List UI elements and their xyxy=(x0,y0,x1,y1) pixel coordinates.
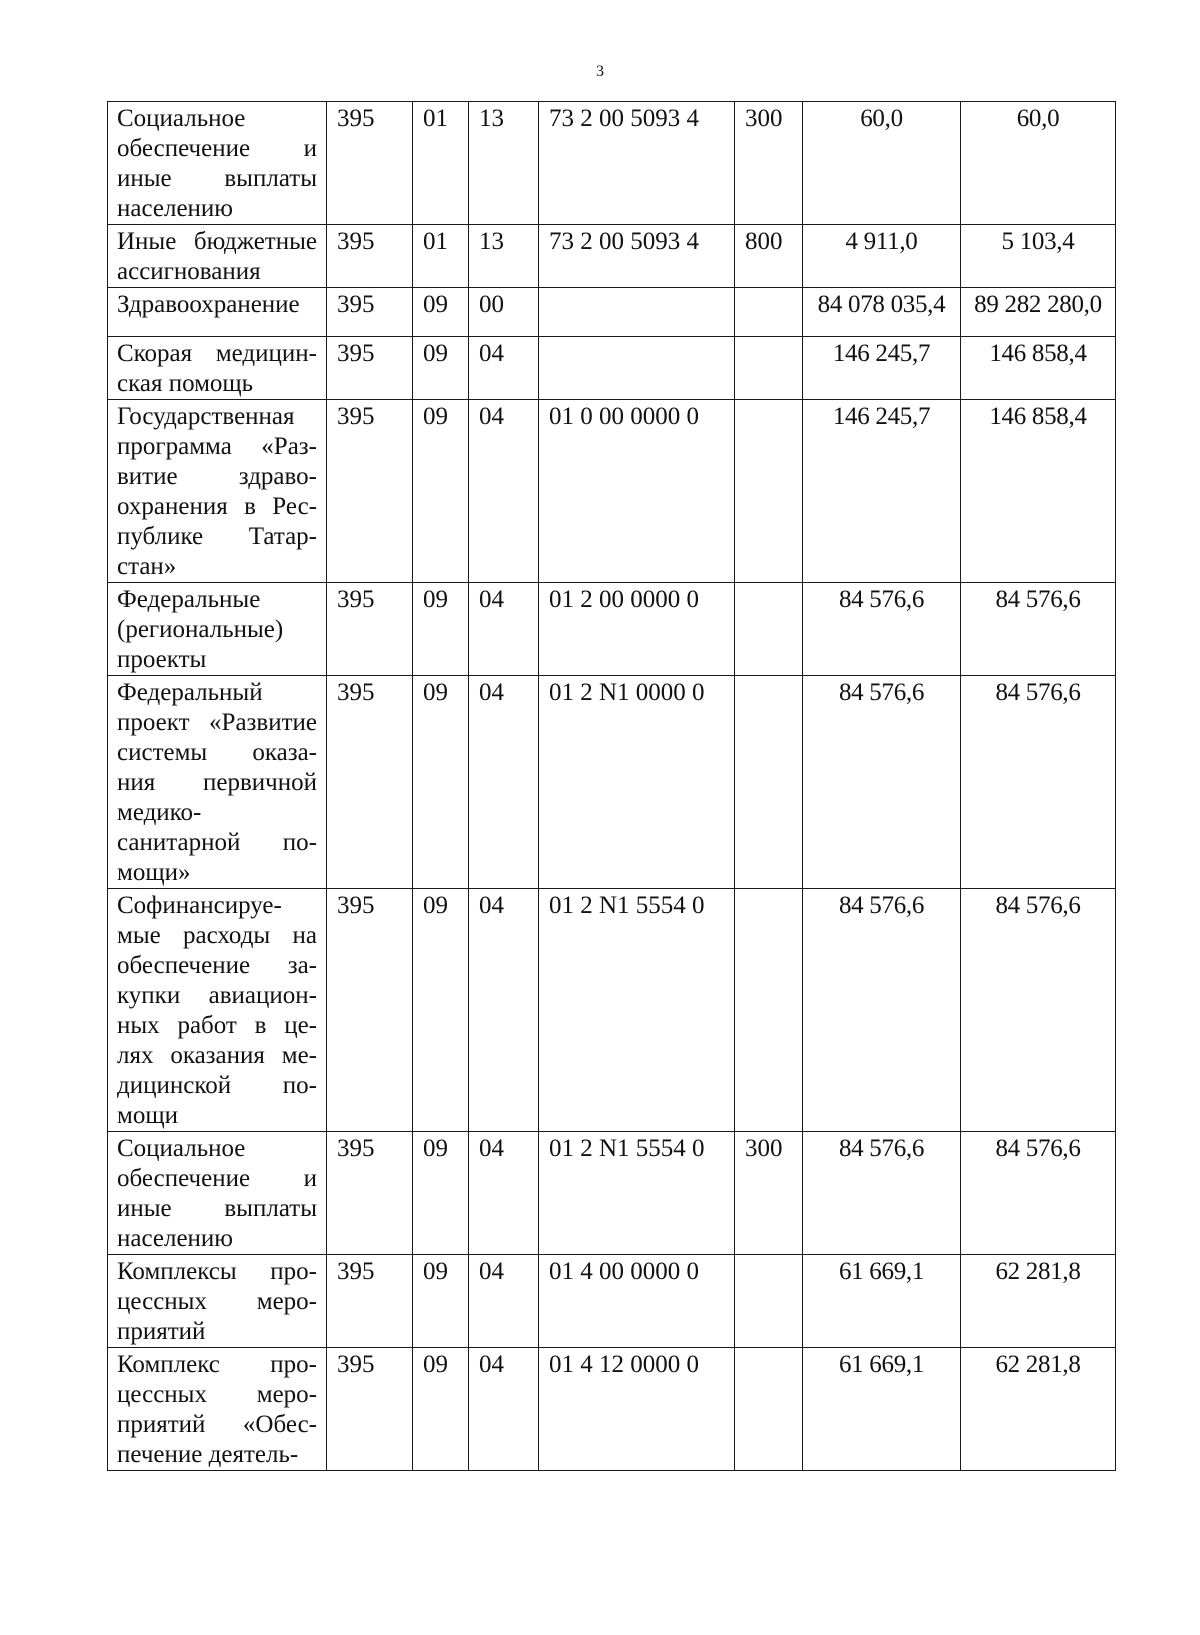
grbs-code-cell: 395 xyxy=(327,400,413,583)
item-name-line: мощи xyxy=(117,1102,178,1129)
item-name-line: проект «Развитие xyxy=(117,709,317,736)
grbs-code-cell: 395 xyxy=(327,225,413,288)
item-name-line: санитарной по- xyxy=(117,829,317,856)
table-row xyxy=(108,288,1116,337)
table-row xyxy=(108,1132,1116,1255)
amount-year1-cell: 61 669,1 xyxy=(803,1348,961,1471)
grbs-code-cell: 395 xyxy=(327,889,413,1132)
expense-type-cell: 300 xyxy=(735,102,803,225)
grbs-code-cell: 395 xyxy=(327,1132,413,1255)
amount-year2-cell: 84 576,6 xyxy=(961,1132,1116,1255)
item-name-line: мые расходы на xyxy=(117,922,317,949)
item-name-line: стан» xyxy=(117,553,177,580)
item-name-line: Иные бюджетные xyxy=(117,228,317,255)
grbs-code-cell: 395 xyxy=(327,676,413,889)
item-name-cell xyxy=(108,1255,327,1348)
expense-type-cell xyxy=(735,288,803,337)
item-name-line: витие здраво- xyxy=(117,463,317,490)
amount-year1-cell: 84 576,6 xyxy=(803,889,961,1132)
item-name-line: иные выплаты xyxy=(117,165,317,192)
item-name-line: Государственная xyxy=(117,403,295,430)
subsection-code-cell: 04 xyxy=(469,1348,539,1471)
amount-year2-cell: 146 858,4 xyxy=(961,400,1116,583)
item-name-line: (региональные) xyxy=(117,616,284,643)
subsection-code-cell: 04 xyxy=(469,337,539,400)
item-name-line: Федеральный xyxy=(117,679,263,706)
item-name-cell xyxy=(108,583,327,676)
item-name-line: Скорая медицин- xyxy=(117,340,317,367)
amount-year1-cell: 61 669,1 xyxy=(803,1255,961,1348)
amount-year1-cell: 146 245,7 xyxy=(803,400,961,583)
subsection-code-cell: 13 xyxy=(469,102,539,225)
amount-year2-cell: 89 282 280,0 xyxy=(961,288,1116,337)
section-code-cell: 09 xyxy=(413,583,469,676)
item-name-line: Здравоохранение xyxy=(117,291,300,318)
section-code-cell: 09 xyxy=(413,288,469,337)
item-name-line: мощи» xyxy=(117,859,191,886)
item-name-line: проекты xyxy=(117,646,207,673)
target-article-cell: 01 2 00 0000 0 xyxy=(539,583,735,676)
expense-type-cell: 300 xyxy=(735,1132,803,1255)
item-name-line: Софинансируе- xyxy=(117,892,282,919)
item-name-line: системы оказа- xyxy=(117,739,317,766)
grbs-code-cell: 395 xyxy=(327,288,413,337)
page-number: 3 xyxy=(596,63,604,80)
grbs-code-cell: 395 xyxy=(327,1348,413,1471)
item-name-line: дицинской по- xyxy=(117,1072,317,1099)
amount-year2-cell: 62 281,8 xyxy=(961,1255,1116,1348)
subsection-code-cell: 00 xyxy=(469,288,539,337)
item-name-line: приятий «Обес- xyxy=(117,1411,317,1438)
expense-type-cell xyxy=(735,676,803,889)
table-row xyxy=(108,676,1116,889)
target-article-cell xyxy=(539,288,735,337)
target-article-cell: 01 4 00 0000 0 xyxy=(539,1255,735,1348)
target-article-cell: 01 2 N1 5554 0 xyxy=(539,889,735,1132)
amount-year2-cell: 62 281,8 xyxy=(961,1348,1116,1471)
amount-year1-cell: 60,0 xyxy=(803,102,961,225)
amount-year2-cell: 5 103,4 xyxy=(961,225,1116,288)
expense-type-cell: 800 xyxy=(735,225,803,288)
item-name-line: ния первичной xyxy=(117,769,317,796)
item-name-cell xyxy=(108,400,327,583)
target-article-cell xyxy=(539,337,735,400)
item-name-line: охранения в Рес- xyxy=(117,493,317,520)
item-name-cell xyxy=(108,1348,327,1471)
target-article-cell: 01 2 N1 5554 0 xyxy=(539,1132,735,1255)
grbs-code-cell: 395 xyxy=(327,337,413,400)
target-article-cell: 01 4 12 0000 0 xyxy=(539,1348,735,1471)
item-name-line: иные выплаты xyxy=(117,1195,317,1222)
grbs-code-cell: 395 xyxy=(327,583,413,676)
table-row xyxy=(108,583,1116,676)
amount-year1-cell: 84 576,6 xyxy=(803,583,961,676)
table-row xyxy=(108,225,1116,288)
table-row xyxy=(108,400,1116,583)
amount-year2-cell: 146 858,4 xyxy=(961,337,1116,400)
subsection-code-cell: 04 xyxy=(469,1132,539,1255)
item-name-line: обеспечение за- xyxy=(117,952,317,979)
table-row xyxy=(108,1255,1116,1348)
section-code-cell: 09 xyxy=(413,337,469,400)
subsection-code-cell: 04 xyxy=(469,676,539,889)
target-article-cell: 73 2 00 5093 4 xyxy=(539,225,735,288)
item-name-line: лях оказания ме- xyxy=(117,1042,317,1069)
expense-type-cell xyxy=(735,337,803,400)
item-name-line: Комплекс про- xyxy=(117,1351,317,1378)
item-name-line: ассигнования xyxy=(117,258,261,285)
item-name-line: Федеральные xyxy=(117,586,261,613)
item-name-line: ных работ в це- xyxy=(117,1012,317,1039)
section-code-cell: 09 xyxy=(413,1132,469,1255)
item-name-line: программа «Раз- xyxy=(117,433,317,460)
item-name-cell xyxy=(108,288,327,337)
item-name-cell xyxy=(108,1132,327,1255)
item-name-line: обеспечение и xyxy=(117,135,317,162)
table-row xyxy=(108,337,1116,400)
amount-year2-cell: 84 576,6 xyxy=(961,583,1116,676)
target-article-cell: 73 2 00 5093 4 xyxy=(539,102,735,225)
item-name-cell xyxy=(108,102,327,225)
amount-year1-cell: 4 911,0 xyxy=(803,225,961,288)
subsection-code-cell: 04 xyxy=(469,889,539,1132)
item-name-cell xyxy=(108,889,327,1132)
item-name-line: Социальное xyxy=(117,105,246,132)
subsection-code-cell: 04 xyxy=(469,400,539,583)
item-name-line: печение деятель- xyxy=(117,1441,299,1468)
subsection-code-cell: 13 xyxy=(469,225,539,288)
section-code-cell: 09 xyxy=(413,676,469,889)
item-name-line: приятий xyxy=(117,1318,206,1345)
section-code-cell: 01 xyxy=(413,102,469,225)
amount-year2-cell: 84 576,6 xyxy=(961,889,1116,1132)
item-name-cell xyxy=(108,337,327,400)
expense-type-cell xyxy=(735,1348,803,1471)
amount-year1-cell: 146 245,7 xyxy=(803,337,961,400)
amount-year2-cell: 60,0 xyxy=(961,102,1116,225)
item-name-line: ская помощь xyxy=(117,370,254,397)
subsection-code-cell: 04 xyxy=(469,1255,539,1348)
amount-year1-cell: 84 078 035,4 xyxy=(803,288,961,337)
subsection-code-cell: 04 xyxy=(469,583,539,676)
item-name-cell xyxy=(108,676,327,889)
grbs-code-cell: 395 xyxy=(327,1255,413,1348)
section-code-cell: 09 xyxy=(413,1255,469,1348)
amount-year1-cell: 84 576,6 xyxy=(803,1132,961,1255)
budget-table xyxy=(107,101,1116,1471)
section-code-cell: 01 xyxy=(413,225,469,288)
section-code-cell: 09 xyxy=(413,889,469,1132)
amount-year2-cell: 84 576,6 xyxy=(961,676,1116,889)
item-name-line: медико- xyxy=(117,799,202,826)
expense-type-cell xyxy=(735,1255,803,1348)
item-name-line: Комплексы про- xyxy=(117,1258,317,1285)
amount-year1-cell: 84 576,6 xyxy=(803,676,961,889)
item-name-line: купки авиацион- xyxy=(117,982,317,1009)
item-name-line: обеспечение и xyxy=(117,1165,317,1192)
item-name-line: публике Татар- xyxy=(117,523,317,550)
budget-table-body xyxy=(108,102,1116,1471)
item-name-line: населению xyxy=(117,195,233,222)
item-name-line: населению xyxy=(117,1225,233,1252)
table-row xyxy=(108,889,1116,1132)
expense-type-cell xyxy=(735,400,803,583)
target-article-cell: 01 2 N1 0000 0 xyxy=(539,676,735,889)
item-name-line: Социальное xyxy=(117,1135,246,1162)
table-row xyxy=(108,102,1116,225)
item-name-cell xyxy=(108,225,327,288)
expense-type-cell xyxy=(735,583,803,676)
section-code-cell: 09 xyxy=(413,400,469,583)
expense-type-cell xyxy=(735,889,803,1132)
table-row xyxy=(108,1348,1116,1471)
section-code-cell: 09 xyxy=(413,1348,469,1471)
item-name-line: цессных меро- xyxy=(117,1288,317,1315)
grbs-code-cell: 395 xyxy=(327,102,413,225)
item-name-line: цессных меро- xyxy=(117,1381,317,1408)
target-article-cell: 01 0 00 0000 0 xyxy=(539,400,735,583)
